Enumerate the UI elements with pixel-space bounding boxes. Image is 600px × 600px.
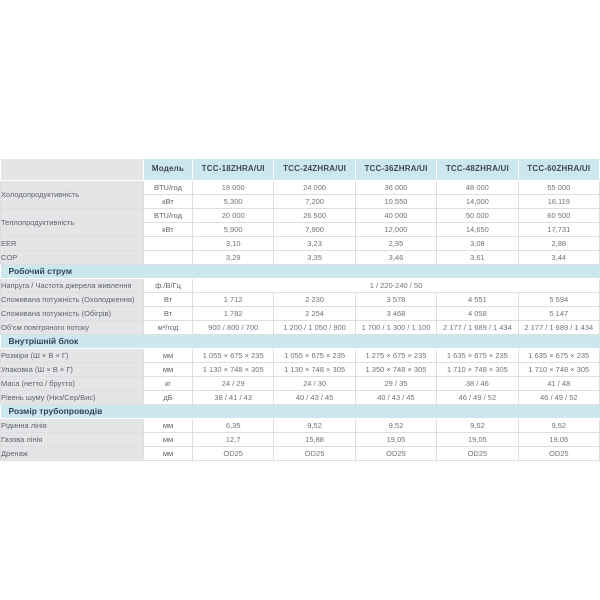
value-cell: 5 594 (518, 293, 599, 307)
table-row (1, 391, 600, 405)
value-cell: 60 500 (518, 209, 599, 223)
value-cell: 46 / 49 / 52 (518, 391, 599, 405)
value-cell: 14,000 (437, 195, 518, 209)
model-header: TCC-60ZHRA/UI (518, 159, 599, 181)
value-cell: 12,000 (355, 223, 436, 237)
value-cell: 19,05 (437, 433, 518, 447)
value-cell: 19,05 (355, 433, 436, 447)
value-cell: 26 500 (274, 209, 355, 223)
value-cell: 3,29 (193, 251, 274, 265)
value-cell: 50 000 (437, 209, 518, 223)
value-cell: 40 / 43 / 45 (355, 391, 436, 405)
value-cell: 2,88 (518, 237, 599, 251)
table-row (1, 293, 600, 307)
value-cell: 12,7 (193, 433, 274, 447)
value-cell: 4 551 (437, 293, 518, 307)
value-cell: 2 254 (274, 307, 355, 321)
row-label: EER (1, 237, 144, 251)
row-label: Рівень шуму (Низ/Сер/Вис) (1, 391, 144, 405)
unit-cell: мм (144, 363, 193, 377)
unit-cell: BTU/год (144, 209, 193, 223)
section-header: Розмір трубопроводів (1, 405, 600, 419)
model-header: TCC-18ZHRA/UI (193, 159, 274, 181)
row-label: Об’єм повітряного потоку (1, 321, 144, 335)
row-label: Споживана потужність (Охолодження) (1, 293, 144, 307)
row-label: Рідинна лінія (1, 419, 144, 433)
section-row (1, 265, 600, 279)
value-cell: 41 / 48 (518, 377, 599, 391)
value-cell: 1 130 × 748 × 305 (274, 363, 355, 377)
value-cell: 18 000 (193, 181, 274, 195)
value-cell: 19,05 (518, 433, 599, 447)
value-cell: 6,35 (193, 419, 274, 433)
value-cell: 5,900 (193, 223, 274, 237)
value-cell: 2 177 / 1 689 / 1 434 (437, 321, 518, 335)
value-cell: 1 635 × 675 × 235 (518, 349, 599, 363)
unit-cell: ф./В/Гц (144, 279, 193, 293)
unit-cell: Вт (144, 307, 193, 321)
value-cell: 3,61 (437, 251, 518, 265)
value-cell: 29 / 35 (355, 377, 436, 391)
value-cell: 9,52 (355, 419, 436, 433)
value-cell: 1 710 × 748 × 305 (518, 363, 599, 377)
table-row (1, 447, 600, 461)
value-cell: 1 635 × 675 × 235 (437, 349, 518, 363)
unit-cell: кВт (144, 223, 193, 237)
value-cell: 36 000 (355, 181, 436, 195)
value-cell: 1 130 × 748 × 305 (193, 363, 274, 377)
value-cell: 3 468 (355, 307, 436, 321)
value-cell: 4 058 (437, 307, 518, 321)
corner-cell (1, 159, 144, 181)
value-cell: 15,88 (274, 433, 355, 447)
table-row (1, 307, 600, 321)
value-cell: 3,46 (355, 251, 436, 265)
value-cell: 46 / 49 / 52 (437, 391, 518, 405)
section-row (1, 405, 600, 419)
unit-cell (144, 251, 193, 265)
value-cell: OD25 (518, 447, 599, 461)
value-cell: 1 710 × 748 × 305 (437, 363, 518, 377)
value-cell: OD25 (437, 447, 518, 461)
section-row (1, 335, 600, 349)
row-label: Холодопродуктивність (1, 181, 144, 209)
value-cell: 3,10 (193, 237, 274, 251)
value-cell: 24 / 30 (274, 377, 355, 391)
value-cell: 9,52 (518, 419, 599, 433)
value-cell: 7,200 (274, 195, 355, 209)
value-cell: 1 350 × 748 × 305 (355, 363, 436, 377)
value-cell: 38 / 46 (437, 377, 518, 391)
value-cell: 24 000 (274, 181, 355, 195)
row-label: Дренаж (1, 447, 144, 461)
value-cell: 1 275 × 675 × 235 (355, 349, 436, 363)
value-cell: 900 / 800 / 700 (193, 321, 274, 335)
table-row (1, 279, 600, 293)
value-cell: OD25 (355, 447, 436, 461)
row-label: Маса (нетто / брутто) (1, 377, 144, 391)
value-cell: 14,650 (437, 223, 518, 237)
value-cell: 1 055 × 675 × 235 (193, 349, 274, 363)
table-row (1, 377, 600, 391)
row-label: Упаковка (Ш × В × Г) (1, 363, 144, 377)
unit-cell: кг (144, 377, 193, 391)
section-header: Внутрішній блок (1, 335, 600, 349)
model-column-label: Модель (144, 159, 193, 181)
model-header: TCC-24ZHRA/UI (274, 159, 355, 181)
value-cell: 5 147 (518, 307, 599, 321)
table-row (1, 251, 600, 265)
unit-cell: мм (144, 433, 193, 447)
spec-table (0, 158, 600, 461)
value-cell: 40 000 (355, 209, 436, 223)
unit-cell: BTU/год (144, 181, 193, 195)
value-cell: 1 700 / 1 300 / 1 100 (355, 321, 436, 335)
value-cell: 10,550 (355, 195, 436, 209)
value-cell: 1 200 / 1 050 / 900 (274, 321, 355, 335)
row-label: Газова лінія (1, 433, 144, 447)
unit-cell: кВт (144, 195, 193, 209)
value-cell: 2 177 / 1 689 / 1 434 (518, 321, 599, 335)
value-cell: 9,52 (274, 419, 355, 433)
value-cell: 3,08 (437, 237, 518, 251)
row-label: Споживана потужність (Обігрів) (1, 307, 144, 321)
table-row (1, 321, 600, 335)
value-cell: 2 230 (274, 293, 355, 307)
unit-cell: м³/год (144, 321, 193, 335)
value-cell: 1 782 (193, 307, 274, 321)
table-row (1, 349, 600, 363)
unit-cell: дБ (144, 391, 193, 405)
value-cell: 48 000 (437, 181, 518, 195)
unit-cell: мм (144, 447, 193, 461)
row-label: Теплопродуктивність (1, 209, 144, 237)
row-label: COP (1, 251, 144, 265)
unit-cell: мм (144, 349, 193, 363)
value-cell: 3,23 (274, 237, 355, 251)
value-cell: OD25 (193, 447, 274, 461)
value-cell: 20 000 (193, 209, 274, 223)
value-cell: 17,731 (518, 223, 599, 237)
value-cell: 40 / 43 / 45 (274, 391, 355, 405)
unit-cell: мм (144, 419, 193, 433)
table-header-row (1, 159, 600, 181)
value-cell: 16,119 (518, 195, 599, 209)
value-cell: 2,95 (355, 237, 436, 251)
value-cell: OD25 (274, 447, 355, 461)
table-row (1, 433, 600, 447)
table-row (1, 363, 600, 377)
table-row (1, 237, 600, 251)
row-label: Напруга / Частота джерела живлення (1, 279, 144, 293)
value-cell: 7,900 (274, 223, 355, 237)
table-row (1, 419, 600, 433)
value-cell: 1 712 (193, 293, 274, 307)
value-cell: 3 578 (355, 293, 436, 307)
row-label: Розміри (Ш × В × Г) (1, 349, 144, 363)
value-cell: 1 055 × 675 × 235 (274, 349, 355, 363)
value-cell: 24 / 29 (193, 377, 274, 391)
value-cell: 5,300 (193, 195, 274, 209)
section-header: Робочий струм (1, 265, 600, 279)
table-row (1, 209, 600, 223)
model-header: TCC-36ZHRA/UI (355, 159, 436, 181)
value-cell-span: 1 / 220-240 / 50 (193, 279, 600, 293)
table-row (1, 181, 600, 195)
value-cell: 9,52 (437, 419, 518, 433)
spec-table-container (0, 158, 600, 461)
value-cell: 38 / 41 / 43 (193, 391, 274, 405)
value-cell: 55 000 (518, 181, 599, 195)
unit-cell: Вт (144, 293, 193, 307)
value-cell: 3,35 (274, 251, 355, 265)
model-header: TCC-48ZHRA/UI (437, 159, 518, 181)
unit-cell (144, 237, 193, 251)
value-cell: 3,44 (518, 251, 599, 265)
